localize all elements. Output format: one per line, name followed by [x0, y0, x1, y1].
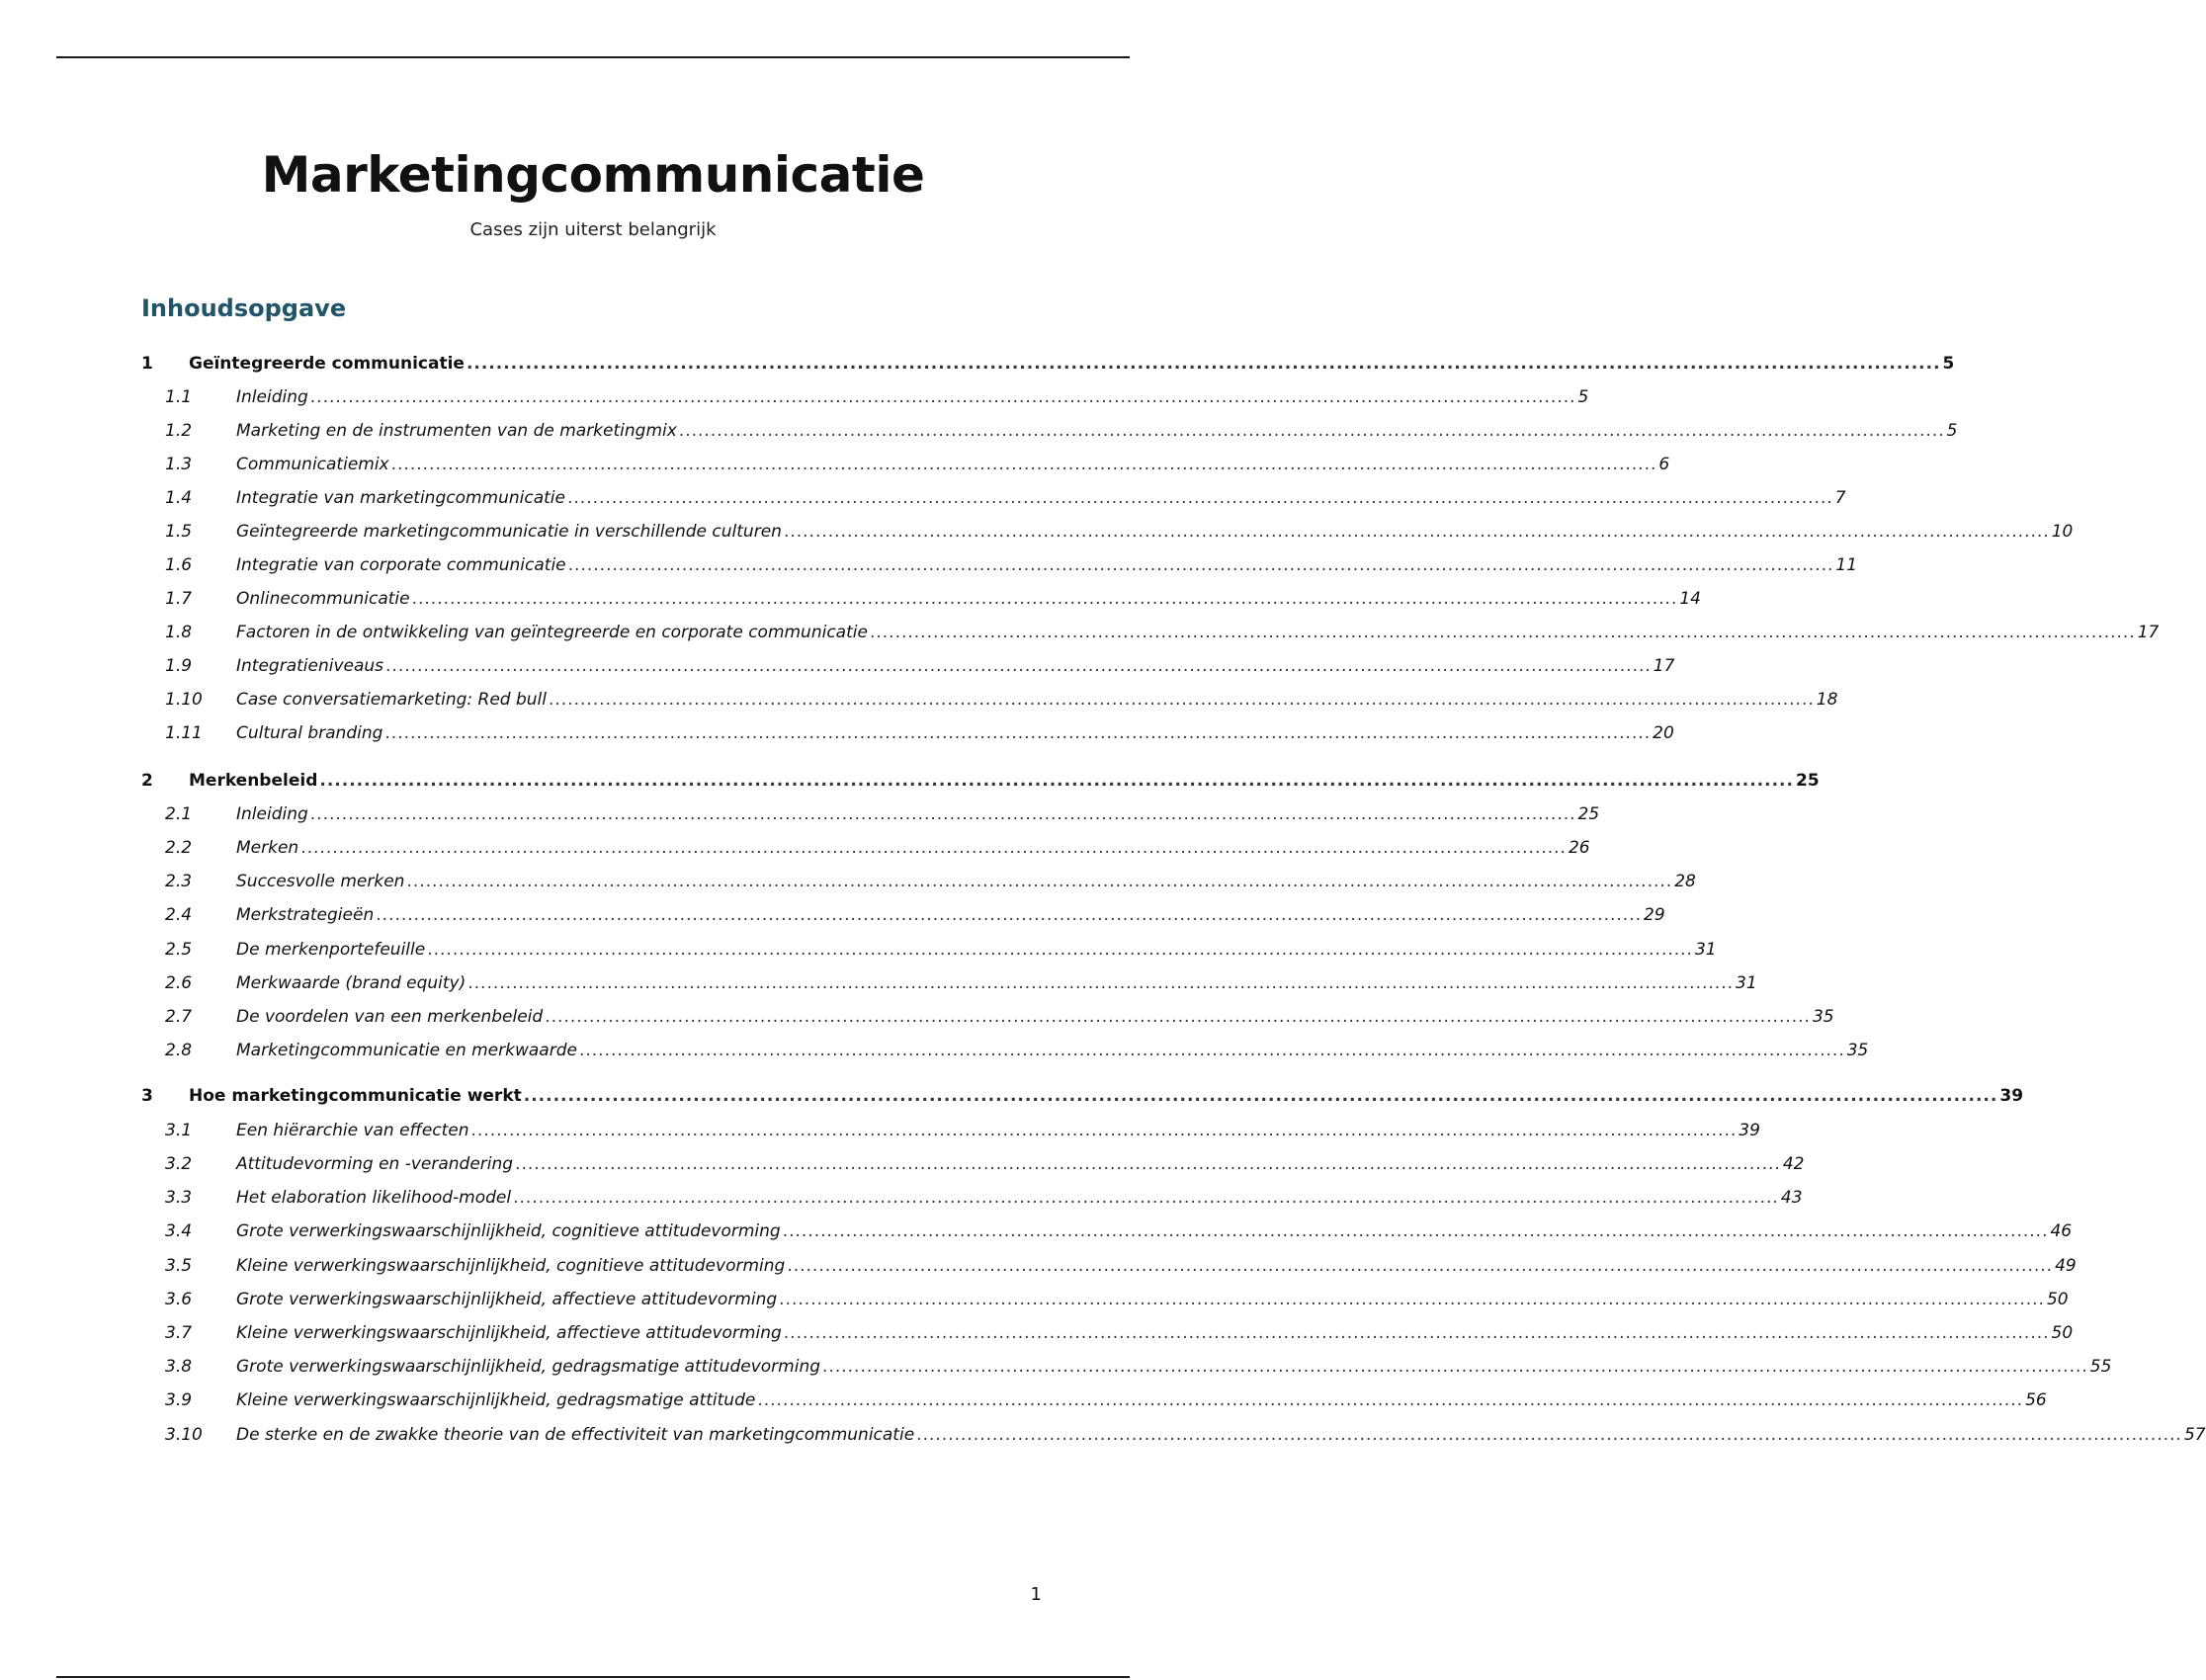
toc-section-entry[interactable] [141, 1422, 2206, 1448]
toc-entry-label: Cultural branding [236, 723, 383, 743]
toc-entry-number: 1.8 [165, 623, 193, 642]
toc-dot-leader: ........................................................................................................................................................................................................ [385, 656, 1652, 676]
toc-entry-page: 56 [2025, 1390, 2047, 1410]
toc-dot-leader: ........................................................................................................................................................................................................ [787, 1256, 2054, 1276]
toc-entry-page: 5 [1942, 354, 1955, 374]
toc-entry-label: De sterke en de zwakke theorie van de effectiviteit van marketingcommunicatie [236, 1425, 915, 1445]
toc-section-entry[interactable] [141, 1320, 2074, 1346]
toc-entry-page: 7 [1834, 488, 1846, 508]
toc-dot-leader: ........................................................................................................................................................................................................ [300, 838, 1567, 858]
toc-entry-page: 31 [1694, 940, 1717, 960]
toc-section-entry[interactable] [141, 418, 1958, 444]
toc-entry-number: 1.1 [165, 387, 193, 407]
toc-dot-leader: ........................................................................................................................................................................................................ [319, 771, 1794, 791]
toc-section-entry[interactable] [141, 801, 1600, 827]
toc-chapter-entry[interactable] [141, 1083, 2024, 1109]
toc-dot-leader: ........................................................................................................................................................................................................ [783, 522, 2050, 542]
toc-section-entry[interactable] [141, 1287, 2069, 1312]
toc-entry-number: 3.9 [165, 1390, 193, 1410]
toc-entry-label: Inleiding [236, 804, 308, 824]
toc-entry-page: 11 [1835, 555, 1858, 575]
toc-entry-number: 1.4 [165, 488, 193, 508]
toc-entry-page: 5 [1577, 387, 1589, 407]
toc-entry-label: Factoren in de ontwikkeling van geïntegreerde en corporate communicatie [236, 623, 868, 642]
toc-entry-number: 1.6 [165, 555, 193, 575]
toc-dot-leader: ........................................................................................................................................................................................................ [779, 1290, 2045, 1309]
toc-entry-label: Attitudevorming en -verandering [236, 1154, 514, 1174]
toc-section-entry[interactable] [141, 937, 1717, 963]
toc-entry-number: 1.2 [165, 421, 193, 441]
toc-dot-leader: ........................................................................................................................................................................................................ [783, 1323, 2050, 1343]
toc-entry-page: 18 [1816, 690, 1838, 710]
toc-entry-page: 28 [1674, 872, 1696, 891]
toc-section-entry[interactable] [141, 586, 1701, 612]
toc-entry-label: Case conversatiemarketing: Red bull [236, 690, 547, 710]
toc-entry-label: Merkenbeleid [189, 771, 318, 791]
toc-entry-number: 2.7 [165, 1007, 193, 1027]
toc-entry-number: 1.9 [165, 656, 193, 676]
toc-entry-label: Een hiërarchie van effecten [236, 1121, 469, 1140]
toc-section-entry[interactable] [141, 1354, 2112, 1380]
toc-entry-number: 2 [141, 771, 153, 791]
toc-dot-leader: ........................................................................................................................................................................................................ [406, 872, 1673, 891]
toc-dot-leader: ........................................................................................................................................................................................................ [411, 589, 1678, 609]
toc-entry-number: 1 [141, 354, 153, 374]
toc-entry-label: Onlinecommunicatie [236, 589, 410, 609]
toc-entry-number: 3.5 [165, 1256, 193, 1276]
toc-dot-leader: ........................................................................................................................................................................................................ [782, 1221, 2049, 1241]
toc-entry-label: Grote verwerkingswaarschijnlijkheid, affectieve attitudevorming [236, 1290, 778, 1309]
toc-dot-leader: ........................................................................................................................................................................................................ [470, 1121, 1738, 1140]
toc-section-entry[interactable] [141, 1387, 2047, 1413]
toc-section-entry[interactable] [141, 1185, 1803, 1211]
toc-entry-number: 2.2 [165, 838, 193, 858]
toc-dot-leader: ........................................................................................................................................................................................................ [427, 940, 1693, 960]
toc-entry-number: 3.7 [165, 1323, 193, 1343]
toc-section-entry[interactable] [141, 552, 1858, 578]
toc-entry-label: Kleine verwerkingswaarschijnlijkheid, cognitieve attitudevorming [236, 1256, 786, 1276]
toc-entry-label: Merkstrategieën [236, 905, 375, 925]
toc-entry-label: De voordelen van een merkenbeleid [236, 1007, 544, 1027]
document-title: Marketingcommunicatie [261, 146, 925, 204]
toc-dot-leader: ........................................................................................................................................................................................................ [757, 1390, 2024, 1410]
toc-entry-page: 20 [1653, 723, 1674, 743]
toc-entry-label: Merkwaarde (brand equity) [236, 973, 467, 993]
toc-section-entry[interactable] [141, 970, 1757, 996]
toc-entry-label: Merken [236, 838, 299, 858]
toc-dot-leader: ........................................................................................................................................................................................................ [545, 1007, 1811, 1027]
toc-entry-page: 6 [1658, 455, 1670, 474]
toc-entry-label: Hoe marketingcommunicatie werkt [189, 1086, 522, 1106]
toc-entry-page: 55 [2089, 1357, 2112, 1377]
toc-chapter-entry[interactable] [141, 768, 1820, 794]
toc-section-entry[interactable] [141, 1118, 1760, 1143]
toc-entry-page: 17 [1653, 656, 1675, 676]
toc-section-entry[interactable] [141, 1151, 1805, 1177]
toc-dot-leader: ........................................................................................................................................................................................................ [678, 421, 1945, 441]
toc-entry-number: 2.8 [165, 1041, 193, 1060]
toc-entry-page: 39 [1999, 1086, 2024, 1106]
toc-section-entry[interactable] [141, 653, 1675, 679]
toc-entry-page: 29 [1644, 905, 1665, 925]
toc-dot-leader: ........................................................................................................................................................................................................ [822, 1357, 2088, 1377]
toc-dot-leader: ........................................................................................................................................................................................................ [567, 488, 1833, 508]
toc-entry-label: De merkenportefeuille [236, 940, 426, 960]
toc-entry-number: 3.1 [165, 1121, 193, 1140]
toc-entry-number: 2.5 [165, 940, 193, 960]
toc-entry-label: Marketingcommunicatie en merkwaarde [236, 1041, 577, 1060]
toc-section-entry[interactable] [141, 1253, 2077, 1279]
toc-dot-leader: ........................................................................................................................................................................................................ [309, 387, 1576, 407]
toc-dot-leader: ........................................................................................................................................................................................................ [578, 1041, 1845, 1060]
toc-dot-leader: ........................................................................................................................................................................................................ [466, 354, 1941, 374]
toc-section-entry[interactable] [141, 620, 2160, 645]
toc-entry-label: Integratie van corporate communicatie [236, 555, 566, 575]
toc-chapter-entry[interactable] [141, 351, 1955, 377]
page-number: 1 [1030, 1584, 1042, 1605]
toc-entry-page: 26 [1568, 838, 1590, 858]
header-rule [56, 56, 1130, 58]
toc-entry-number: 1.11 [165, 723, 203, 743]
toc-entry-label: Grote verwerkingswaarschijnlijkheid, gedragsmatige attitudevorming [236, 1357, 821, 1377]
toc-entry-number: 3.3 [165, 1188, 193, 1208]
toc-entry-number: 3.2 [165, 1154, 193, 1174]
toc-dot-leader: ........................................................................................................................................................................................................ [523, 1086, 1998, 1106]
toc-entry-label: Communicatiemix [236, 455, 389, 474]
toc-entry-number: 1.10 [165, 690, 203, 710]
toc-entry-page: 17 [2137, 623, 2160, 642]
toc-entry-label: Kleine verwerkingswaarschijnlijkheid, gedragsmatige attitude [236, 1390, 756, 1410]
toc-entry-number: 2.4 [165, 905, 193, 925]
toc-entry-page: 57 [2183, 1425, 2206, 1445]
toc-entry-page: 46 [2050, 1221, 2073, 1241]
toc-entry-page: 49 [2055, 1256, 2077, 1276]
document-subtitle: Cases zijn uiterst belangrijk [469, 219, 717, 240]
toc-section-entry[interactable] [141, 902, 1665, 928]
toc-entry-label: Inleiding [236, 387, 308, 407]
toc-section-entry[interactable] [141, 835, 1590, 861]
toc-dot-leader: ........................................................................................................................................................................................................ [376, 905, 1642, 925]
toc-entry-number: 1.5 [165, 522, 193, 542]
toc-entry-number: 3 [141, 1086, 153, 1106]
toc-dot-leader: ........................................................................................................................................................................................................ [916, 1425, 2182, 1445]
toc-entry-page: 42 [1782, 1154, 1805, 1174]
toc-entry-number: 3.10 [165, 1425, 203, 1445]
toc-entry-page: 35 [1846, 1041, 1869, 1060]
toc-entry-page: 39 [1739, 1121, 1760, 1140]
toc-section-entry[interactable] [141, 1218, 2073, 1244]
toc-section-entry[interactable] [141, 1004, 1834, 1030]
toc-section-entry[interactable] [141, 1038, 1869, 1063]
toc-dot-leader: ........................................................................................................................................................................................................ [513, 1188, 1779, 1208]
toc-dot-leader: ........................................................................................................................................................................................................ [384, 723, 1652, 743]
toc-dot-leader: ........................................................................................................................................................................................................ [390, 455, 1657, 474]
toc-entry-page: 10 [2051, 522, 2074, 542]
toc-entry-page: 25 [1577, 804, 1600, 824]
toc-entry-number: 2.1 [165, 804, 193, 824]
toc-entry-label: Het elaboration likelihood-model [236, 1188, 512, 1208]
toc-dot-leader: ........................................................................................................................................................................................................ [309, 804, 1576, 824]
toc-section-entry[interactable] [141, 452, 1670, 477]
toc-entry-page: 35 [1812, 1007, 1834, 1027]
toc-entry-page: 5 [1946, 421, 1958, 441]
toc-entry-label: Grote verwerkingswaarschijnlijkheid, cognitieve attitudevorming [236, 1221, 781, 1241]
toc-entry-number: 2.3 [165, 872, 193, 891]
toc-dot-leader: ........................................................................................................................................................................................................ [869, 623, 2136, 642]
toc-heading: Inhoudsopgave [141, 294, 347, 322]
toc-section-entry[interactable] [141, 687, 1838, 713]
toc-section-entry[interactable] [141, 384, 1589, 410]
toc-entry-label: Geïntegreerde marketingcommunicatie in verschillende culturen [236, 522, 782, 542]
toc-entry-label: Integratie van marketingcommunicatie [236, 488, 565, 508]
toc-entry-label: Succesvolle merken [236, 872, 405, 891]
footer-rule [56, 1676, 1130, 1678]
toc-entry-number: 1.3 [165, 455, 193, 474]
toc-entry-page: 31 [1736, 973, 1757, 993]
toc-entry-label: Integratieniveaus [236, 656, 384, 676]
toc-entry-label: Kleine verwerkingswaarschijnlijkheid, affectieve attitudevorming [236, 1323, 782, 1343]
toc-section-entry[interactable] [141, 869, 1696, 894]
toc-entry-number: 3.6 [165, 1290, 193, 1309]
toc-entry-page: 50 [2046, 1290, 2069, 1309]
toc-section-entry[interactable] [141, 720, 1674, 746]
toc-entry-label: Marketing en de instrumenten van de marketingmix [236, 421, 677, 441]
toc-entry-page: 43 [1780, 1188, 1803, 1208]
toc-entry-number: 3.4 [165, 1221, 193, 1241]
toc-section-entry[interactable] [141, 485, 1846, 511]
toc-dot-leader: ........................................................................................................................................................................................................ [549, 690, 1815, 710]
toc-entry-label: Geïntegreerde communicatie [189, 354, 465, 374]
toc-dot-leader: ........................................................................................................................................................................................................ [567, 555, 1834, 575]
toc-entry-number: 2.6 [165, 973, 193, 993]
toc-entry-number: 1.7 [165, 589, 193, 609]
toc-entry-page: 14 [1679, 589, 1701, 609]
toc-entry-page: 50 [2051, 1323, 2074, 1343]
toc-entry-number: 3.8 [165, 1357, 193, 1377]
toc-entry-page: 25 [1795, 771, 1820, 791]
toc-dot-leader: ........................................................................................................................................................................................................ [467, 973, 1735, 993]
toc-section-entry[interactable] [141, 519, 2074, 545]
toc-dot-leader: ........................................................................................................................................................................................................ [515, 1154, 1781, 1174]
